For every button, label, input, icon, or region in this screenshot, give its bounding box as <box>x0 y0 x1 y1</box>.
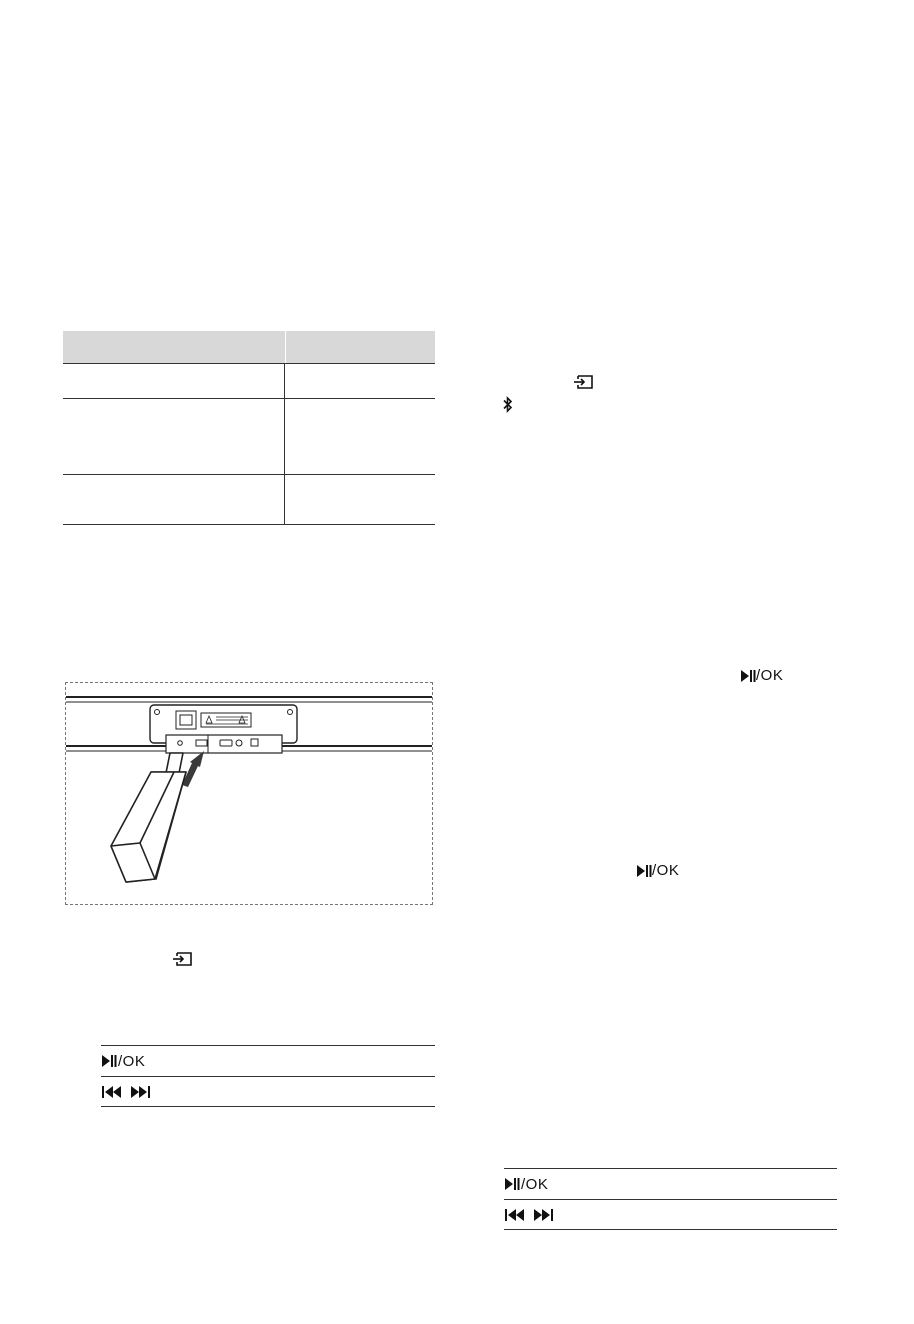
skip-next-icon <box>533 1208 555 1222</box>
bluetooth-controls-table <box>504 1168 837 1230</box>
usb-controls-table <box>101 1045 435 1107</box>
play-pause-ok-label: /OK <box>756 667 784 684</box>
play-pause-ok-row <box>101 1047 145 1075</box>
source-input-icon <box>172 951 194 967</box>
usb-flash-drive-illustration <box>66 683 432 904</box>
play-pause-ok-label: /OK <box>521 1175 549 1193</box>
table-rule <box>63 524 435 525</box>
skip-previous-icon <box>101 1085 123 1099</box>
source-button-ref <box>573 374 595 390</box>
table-rule <box>63 363 435 364</box>
play-pause-icon <box>740 669 756 683</box>
usb-connection-figure <box>65 682 433 905</box>
play-pause-ok-label: /OK <box>118 1052 146 1070</box>
play-pause-ok-label: /OK <box>652 862 680 879</box>
play-pause-icon <box>101 1054 117 1068</box>
skip-next-icon <box>130 1085 152 1099</box>
table-column-divider <box>284 363 285 524</box>
play-pause-ok-row <box>504 1170 548 1198</box>
bluetooth-icon <box>502 396 514 413</box>
bluetooth-mode-ref <box>502 396 514 413</box>
play-pause-icon <box>636 864 652 878</box>
skip-previous-icon <box>504 1208 526 1222</box>
table-rule <box>63 398 435 399</box>
play-pause-icon <box>504 1177 520 1191</box>
table-rule <box>63 474 435 475</box>
skip-row <box>101 1078 152 1106</box>
play-pause-ok-ref <box>740 667 783 684</box>
source-input-icon <box>573 374 595 390</box>
source-button-ref <box>172 951 194 967</box>
skip-row <box>504 1201 555 1229</box>
format-table-header <box>63 331 435 363</box>
play-pause-ok-ref <box>636 862 679 879</box>
